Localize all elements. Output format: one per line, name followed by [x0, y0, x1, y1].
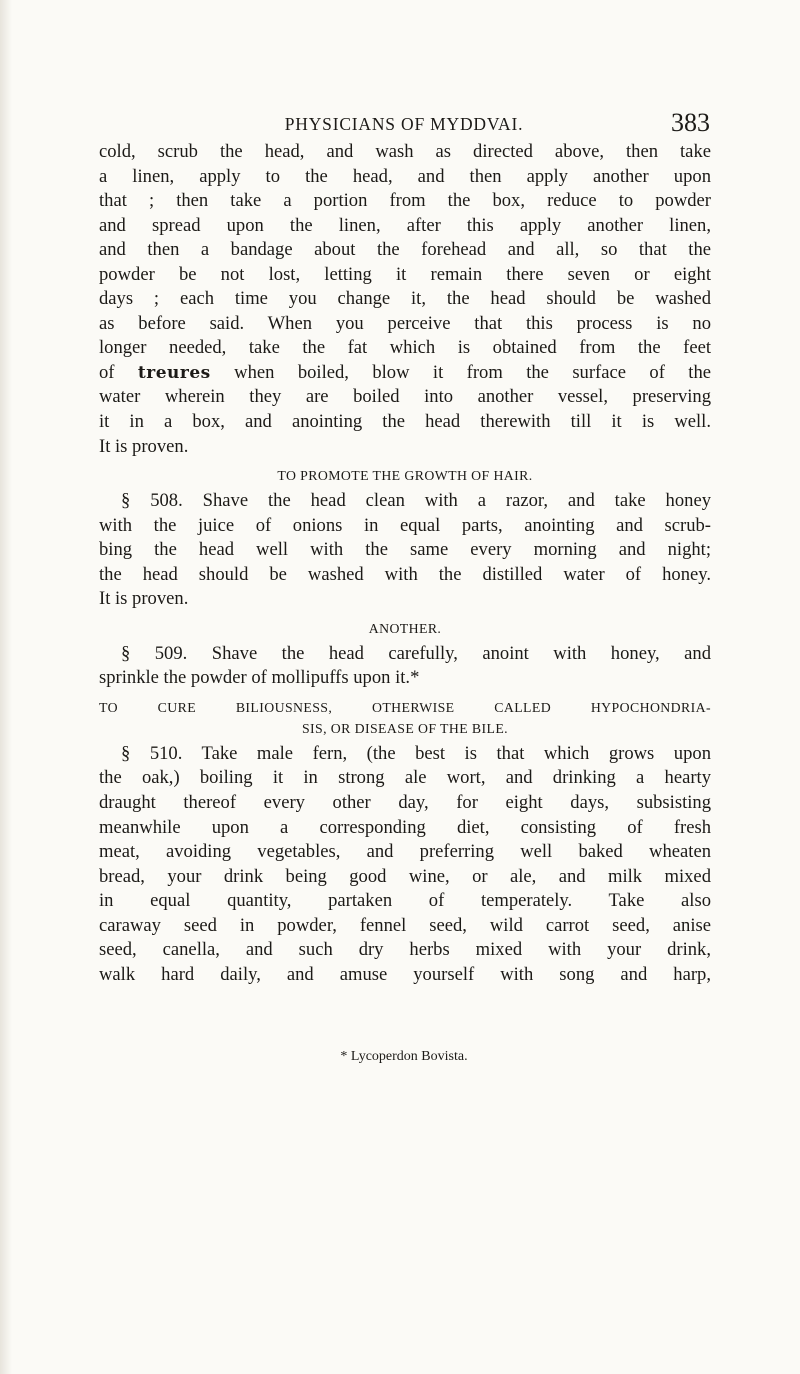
text-line: § 510. Take male fern, (the best is that which grows upon [121, 742, 711, 764]
text-line: that ; then take a portion from the box, reduce to powder [99, 190, 711, 212]
section-heading-continued: SIS, OR DISEASE OF THE BILE. [301, 720, 509, 736]
text-line: meanwhile upon a corresponding diet, consisting of fresh [99, 816, 711, 838]
text-line: It is proven. [99, 435, 189, 457]
page-edge-shadow [0, 0, 12, 1374]
text-line: sprinkle the powder of mollipuffs upon it.* [99, 667, 420, 689]
text-line: bread, your drink being good wine, or ale, and milk mixed [99, 865, 711, 887]
text-line: water wherein they are boiled into another vessel, preserving [99, 386, 711, 408]
text-line: § 509. Shave the head carefully, anoint with honey, and [121, 642, 711, 664]
page-body [99, 140, 711, 987]
text-line: and spread upon the linen, after this apply another linen, [99, 214, 711, 236]
text-line: meat, avoiding vegetables, and preferring well baked wheaten [99, 841, 711, 863]
text-line: cold, scrub the head, and wash as directed above, then take [99, 141, 711, 162]
text-fragment: when boiled, blow it from the surface of the [234, 361, 711, 383]
blackletter-word: treures [137, 362, 211, 383]
text-line-gothic [99, 361, 711, 386]
text-line: It is proven. [99, 588, 189, 610]
text-line: seed, canella, and such dry herbs mixed with your drink, [99, 939, 711, 961]
section-heading: ANOTHER. [368, 620, 442, 636]
text-line: as before said. When you perceive that this process is no [99, 312, 711, 334]
text-line: draught thereof every other day, for eight days, subsisting [99, 792, 711, 814]
text-line: days ; each time you change it, the head should be washed [99, 288, 711, 310]
text-line: longer needed, take the fat which is obtained from the feet [99, 337, 711, 359]
text-line: the oak,) boiling it in strong ale wort, and drinking a hearty [99, 767, 711, 789]
text-line: it in a box, and anointing the head therewith till it is well. [99, 411, 711, 433]
section-heading: TO CURE BILIOUSNESS, OTHERWISE CALLED HYPOCHONDRIA- [99, 699, 711, 715]
text-line: the head should be washed with the distilled water of honey. [99, 563, 711, 585]
text-line: caraway seed in powder, fennel seed, wild carrot seed, anise [99, 914, 711, 936]
text-fragment: of [99, 361, 115, 383]
footnote: * Lycoperdon Bovista. [340, 1049, 468, 1064]
text-line: § 508. Shave the head clean with a razor, and take honey [121, 490, 711, 512]
text-line: powder be not lost, letting it remain there seven or eight [99, 263, 711, 285]
section-heading: TO PROMOTE THE GROWTH OF HAIR. [277, 468, 533, 484]
page-number: 383 [671, 108, 710, 137]
text-line: bing the head well with the same every morning and night; [99, 539, 711, 561]
running-title: PHYSICIANS OF MYDDVAI. [284, 114, 524, 134]
text-line: in equal quantity, partaken of temperately. Take also [99, 890, 711, 912]
text-line: and then a bandage about the forehead and all, so that the [99, 239, 711, 261]
text-line: a linen, apply to the head, and then apply another upon [99, 165, 711, 187]
text-line: walk hard daily, and amuse yourself with song and harp, [99, 963, 711, 985]
text-line: with the juice of onions in equal parts, anointing and scrub- [99, 514, 711, 536]
running-head [98, 108, 710, 142]
